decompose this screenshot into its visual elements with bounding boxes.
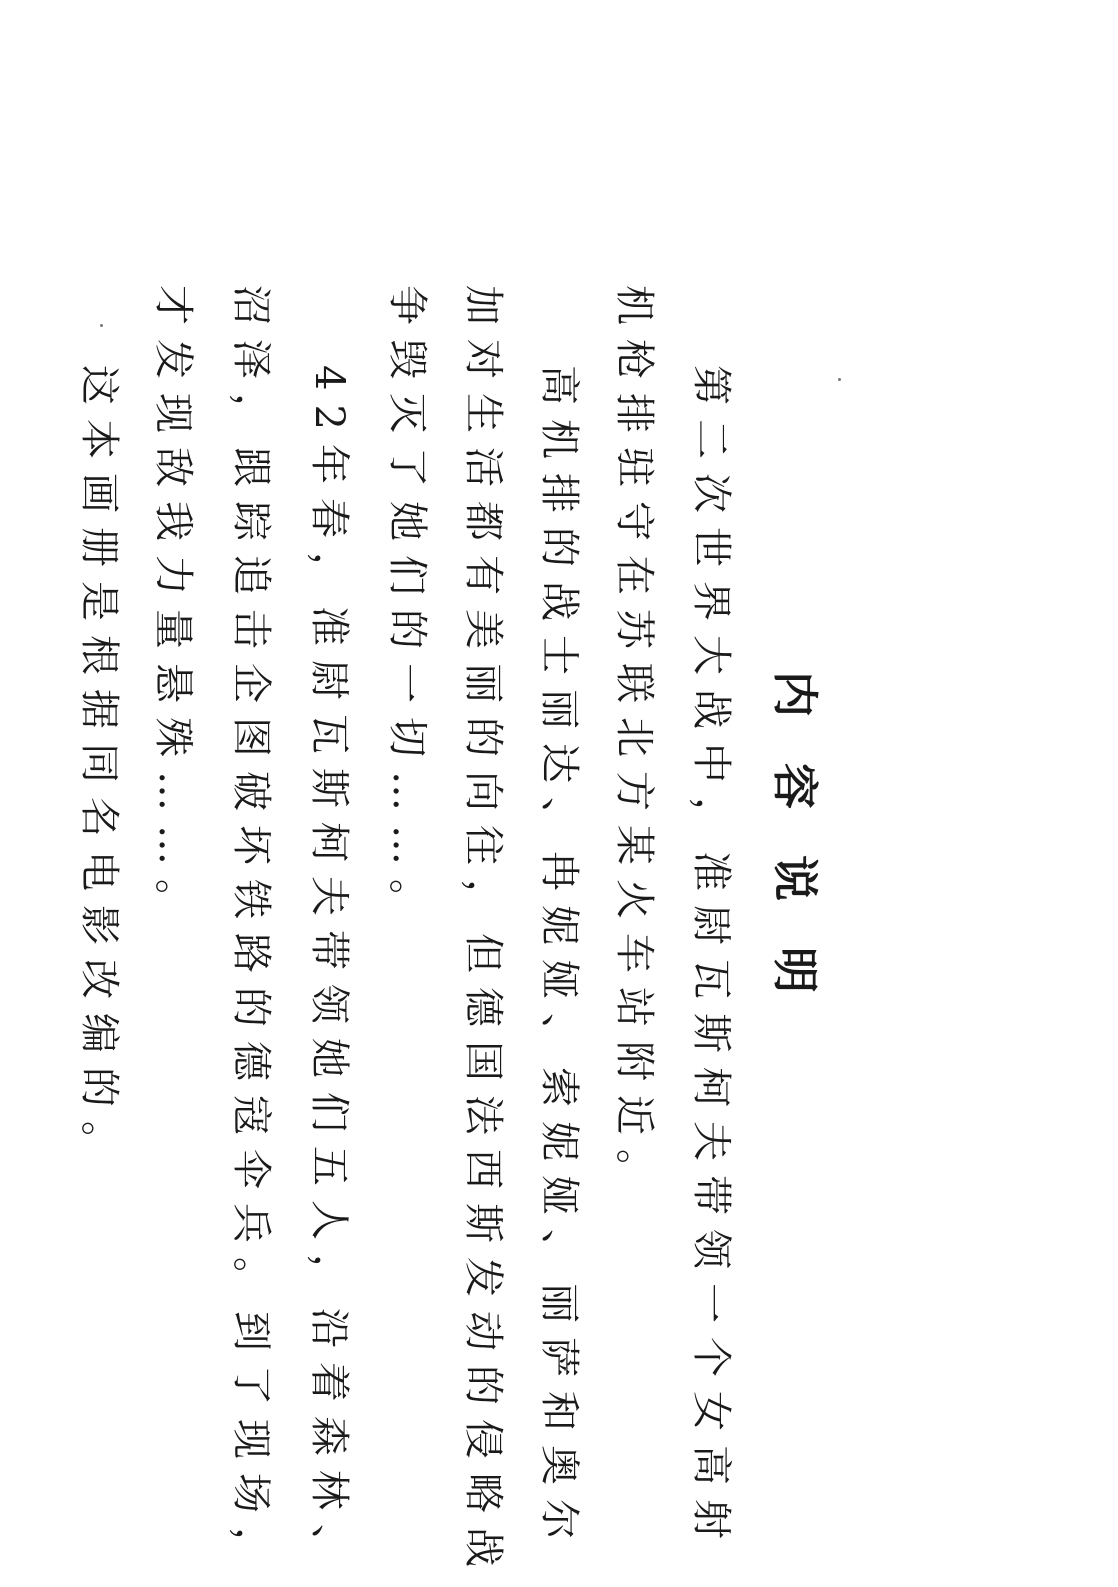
paragraph-line: 争毁灭了她们的一切……。 [384, 285, 430, 933]
paragraph-line: 42年春，准尉瓦斯柯夫带领她们五人，沿着森林、 [306, 365, 352, 1578]
rotated-text-container [76, 285, 825, 1581]
paragraph-line: 才发现敌我力量悬殊……。 [150, 285, 196, 933]
paragraph-line: 第二次世界大战中，准尉瓦斯柯夫带领一个女高射 [688, 365, 734, 1553]
paragraph-line: 这本画册是根据同名电影改编的。 [76, 365, 122, 1175]
paragraph-line: 沼泽，跟踪追击企图破坏铁路的德寇伞兵。到了现场， [228, 285, 274, 1581]
paragraph-line: 加对生活都有美丽的向往，但德国法西斯发动的侵略战 [460, 285, 506, 1581]
scan-speck [838, 378, 841, 381]
paragraph-line: 机枪排驻守在苏联北方某火车站附近。 [611, 285, 657, 1203]
scan-speck [100, 324, 103, 327]
text-block [76, 285, 825, 1581]
paragraph-line: 高机排的战士丽达、冉妮娅、索妮娅、丽萨和奥尔 [536, 365, 582, 1553]
page-title: 内容说明 [768, 671, 822, 1039]
